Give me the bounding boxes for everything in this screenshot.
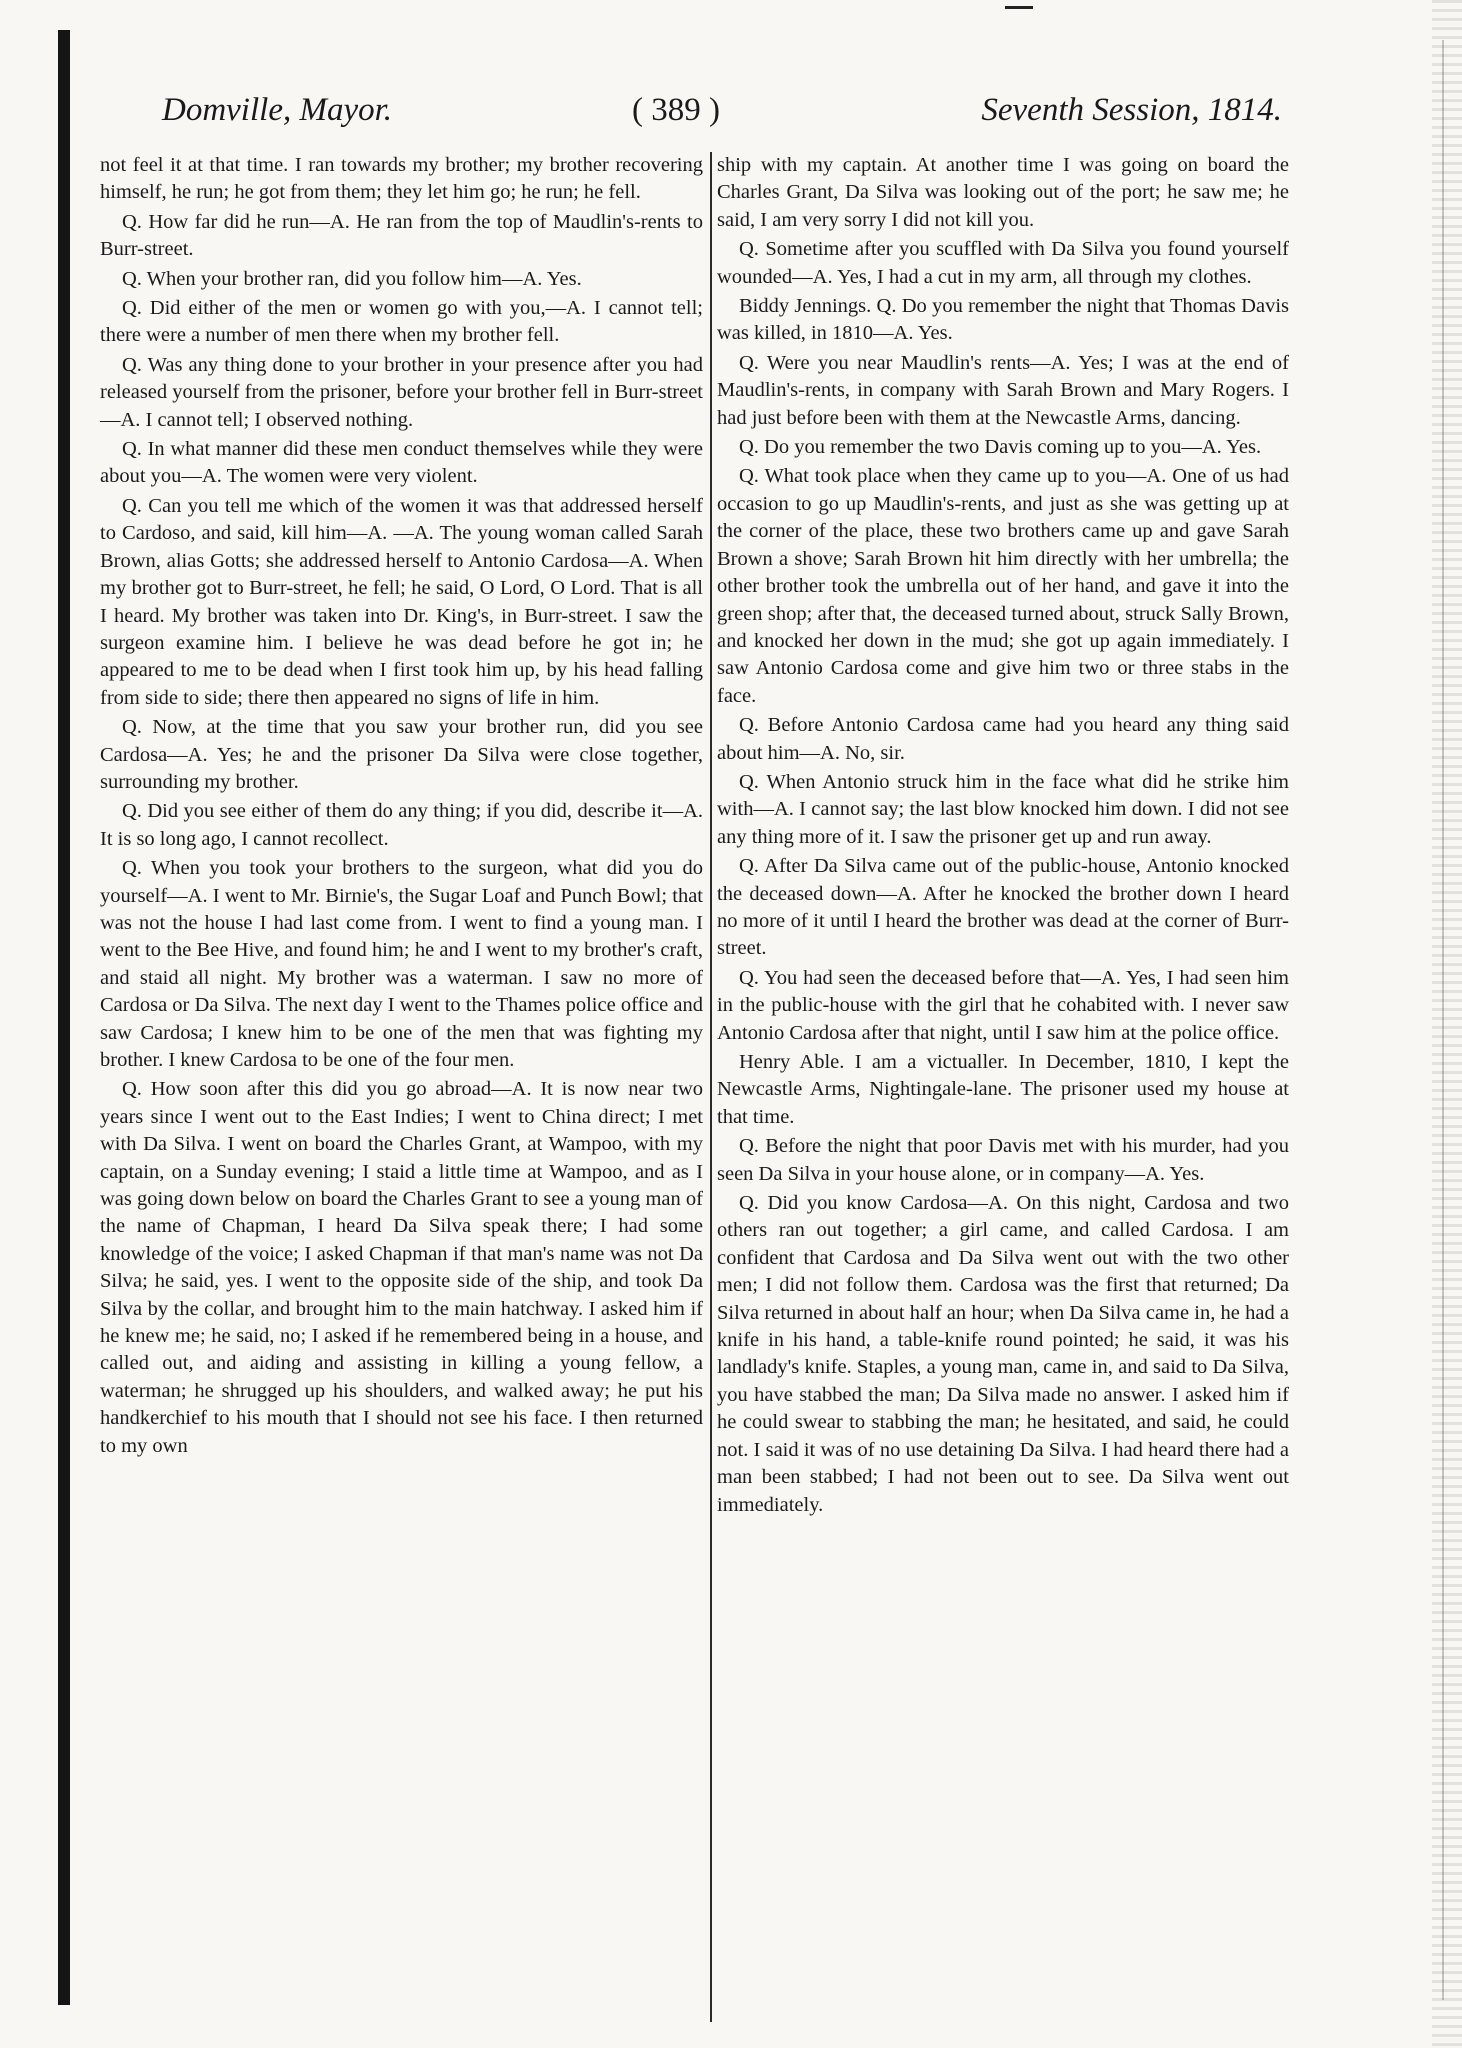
paragraph: Q. How far did he run—A. He ran from the top of Maudlin's-rents to Burr-street. bbox=[100, 210, 703, 261]
paragraph: Q. Sometime after you scuffled with Da Silva you found yourself wounded—A. Yes, I had a cut in my arm, all through my clothes. bbox=[717, 238, 1289, 288]
witness-paragraph: Biddy Jennings. Q. Do you remember the night that Thomas Davis was killed, in 1810—A. Yes. bbox=[717, 295, 1289, 345]
paragraph: Q. Did you see either of them do any thing; if you did, describe it—A. It is so long ago, I cannot recollect. bbox=[100, 800, 703, 850]
scan-page-edge-line bbox=[1442, 40, 1444, 2000]
column-rule bbox=[710, 152, 712, 2022]
scan-binding-edge bbox=[58, 30, 70, 2005]
page-number: ( 389 ) bbox=[632, 92, 720, 128]
paragraph: not feel it at that time. I ran towards my brother; my brother recovering himself, he run; he got from them; they let him go; he run; he fell. bbox=[100, 154, 703, 204]
paragraph: Q. After Da Silva came out of the public-house, Antonio knocked the deceased down—A. After he knocked the brother down I heard no more of it until I heard the brother was dead at the corner of Burr-street. bbox=[717, 855, 1289, 960]
paragraph: Q. Before the night that poor Davis met with his murder, had you seen Da Silva in your house alone, or in company—A. Yes. bbox=[717, 1135, 1289, 1185]
paragraph: Q. What took place when they came up to you—A. One of us had occasion to go up Maudlin's-rents, and just as she was getting up at the corner of the place, these two brothers came up and gave Sarah Brown a shove; Sarah Brown hit him directly with her umbrella; the other brother took the umbrella out of her hand, and gave it into the green shop; after that, the deceased turned about, struck Sally Brown, and knocked her down in the mud; she got up again immediately. I saw Antonio Cardosa come and give him two or three stabs in the face. bbox=[717, 465, 1289, 707]
paragraph: Q. In what manner did these men conduct themselves while they were about you—A. The women were very violent. bbox=[100, 438, 703, 488]
witness-paragraph: Henry Able. I am a victualler. In December, 1810, I kept the Newcastle Arms, Nightingale-lane. The prisoner used my house at that time. bbox=[717, 1051, 1289, 1128]
paragraph: Q. How soon after this did you go abroad—A. It is now near two years since I went out to the East Indies; I went to China direct; I met with Da Silva. I went on board the Charles Grant, at Wampoo, with my captain, on a Sunday evening; I staid a little time at Wampoo, and as I was going down below on board the Charles Grant to see a young man of the name of Chapman, I heard Da Silva speak there; I had some knowledge of the voice; I asked Chapman if that man's name was not Da Silva; he said, yes. I went to the opposite side of the ship, and took Da Silva by the collar, and brought him to the main hatchway. I asked him if he knew me; he said, no; I asked if he remembered being in a house, and called out, and aiding and assisting in killing a young fellow, a waterman; he shrugged up his shoulders, and walked away; he put his handkerchief to his mouth that I should not see his face. I then returned to my own bbox=[100, 1078, 703, 1457]
paragraph: Q. Was any thing done to your brother in your presence after you had released yourself from the prisoner, before your brother fell in Burr-street—A. I cannot tell; I observed nothing. bbox=[100, 353, 703, 431]
paragraph: Q. When your brother ran, did you follow him—A. Yes. bbox=[122, 267, 582, 290]
paragraph: Q. Now, at the time that you saw your brother run, did you see Cardosa—A. Yes; he and the prisoner Da Silva were close together, surrounding my brother. bbox=[100, 716, 703, 793]
right-column bbox=[717, 152, 1289, 1521]
paragraph: Q. Do you remember the two Davis coming up to you—A. Yes. bbox=[739, 436, 1262, 459]
paragraph: Q. When Antonio struck him in the face what did he strike him with—A. I cannot say; the last blow knocked him down. I did not see any thing more of it. I saw the prisoner get up and run away. bbox=[717, 770, 1289, 848]
paragraph: Q. You had seen the deceased before that—A. Yes, I had seen him in the public-house with the girl that he cohabited with. I never saw Antonio Cardosa after that night, until I saw him at the police office. bbox=[717, 966, 1289, 1044]
scan-page-edge bbox=[1432, 0, 1462, 2048]
running-header bbox=[162, 92, 1282, 142]
scan-mark bbox=[1005, 6, 1033, 9]
paragraph: Q. Did either of the men or women go with you,—A. I cannot tell; there were a number of men there when my brother fell. bbox=[100, 297, 703, 347]
paragraph: ship with my captain. At another time I was going on board the Charles Grant, Da Silva was looking out of the port; he saw me; he said, I am very sorry I did not kill you. bbox=[717, 154, 1289, 231]
paragraph: Q. Can you tell me which of the women it was that addressed herself to Cardoso, and said, kill him—A. —A. The young woman called Sarah Brown, alias Gotts; she addressed herself to Antonio Cardosa—A. When my brother got to Burr-street, he fell; he said, O Lord, O Lord. That is all I heard. My brother was taken into Dr. King's, in Burr-street. I saw the surgeon examine him. I believe he was dead before he got in; he appeared to me to be dead when I first took him up, by his head falling from side to side; there then appeared no signs of life in him. bbox=[100, 494, 703, 709]
header-mayor: Domville, Mayor. bbox=[162, 92, 393, 128]
left-column bbox=[100, 152, 703, 1462]
paragraph: Q. Were you near Maudlin's rents—A. Yes; I was at the end of Maudlin's-rents, in company with Sarah Brown and Mary Rogers. I had just before been with them at the Newcastle Arms, dancing. bbox=[717, 351, 1289, 429]
header-session: Seventh Session, 1814. bbox=[981, 92, 1282, 128]
paragraph: Q. Did you know Cardosa—A. On this night, Cardosa and two others ran out together; a girl came, and called Cardosa. I am confident that Cardosa and Da Silva went out with the two other men; I did not follow them. Cardosa was the first that returned; Da Silva returned in about half an hour; when Da Silva came in, he had a knife in his hand, a table-knife round pointed; he said, it was his landlady's knife. Staples, a young man, came in, and said to Da Silva, you have stabbed the man; Da Silva made no answer. I asked him if he could swear to stabbing the man; he hesitated, and said, he could not. I said it was of no use detaining Da Silva. I had heard there had a man been stabbed; I had not been out to see. Da Silva went out immediately. bbox=[717, 1192, 1289, 1516]
paragraph: Q. Before Antonio Cardosa came had you heard any thing said about him—A. No, sir. bbox=[717, 714, 1289, 764]
paragraph: Q. When you took your brothers to the surgeon, what did you do yourself—A. I went to Mr. Birnie's, the Sugar Loaf and Punch Bowl; that was not the house I had last come from. I went to find a young man. I went to the Bee Hive, and found him; he and I went to my brother's craft, and staid all night. My brother was a waterman. I saw no more of Cardosa or Da Silva. The next day I went to the Thames police office and saw Cardosa; I knew him to be one of the men that was fighting my brother. I knew Cardosa to be one of the four men. bbox=[100, 857, 703, 1071]
